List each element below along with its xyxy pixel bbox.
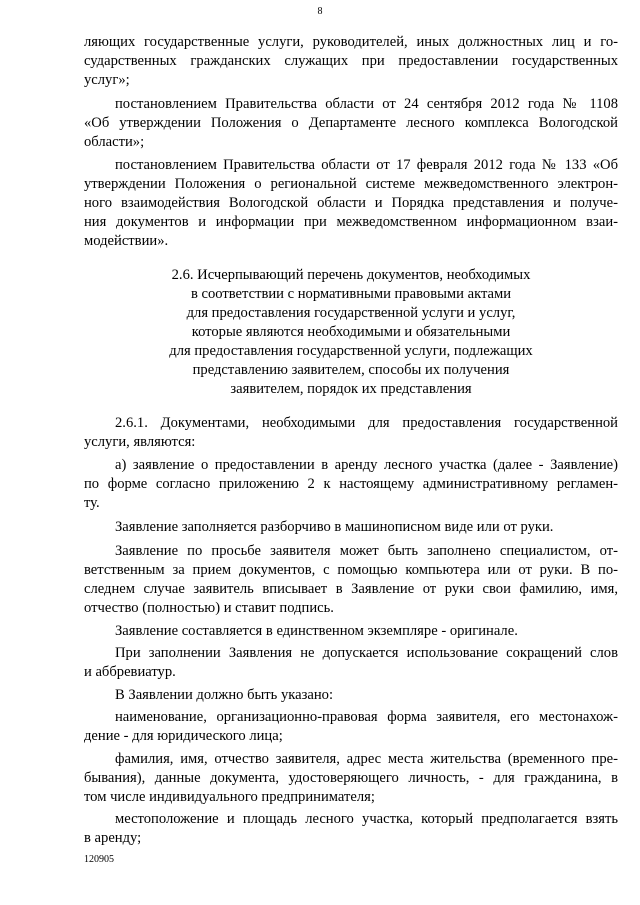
footer-code: 120905 xyxy=(84,854,114,865)
text-line: дение - для юридического лица; xyxy=(84,728,283,744)
page-number: 8 xyxy=(317,6,323,17)
text-line: бывания), данные документа, удостоверяющего личность, - для гражданина, в xyxy=(84,770,618,786)
section-heading-line: заявителем, порядок их представления xyxy=(230,381,472,397)
text-line: области»; xyxy=(84,134,145,150)
text-line: ветственным за прием документов, с помощью компьютера или от руки. В по- xyxy=(84,562,618,578)
section-heading-line: которые являются необходимыми и обязательными xyxy=(191,324,511,340)
text-line: следнем случае заявитель вписывает в Заявление от руки свои фамилию, имя, xyxy=(84,581,618,597)
text-line: ту. xyxy=(84,495,100,511)
text-line: отчество (полностью) и ставит подпись. xyxy=(84,600,334,616)
text-line: а) заявление о предоставлении в аренду лесного участка (далее - Заявление) xyxy=(115,457,618,473)
text-line: «Об утверждении Положения о Департаменте лесного комплекса Вологодской xyxy=(84,115,618,131)
section-heading-line: для предоставления государственной услуги, подлежащих xyxy=(169,343,533,359)
text-line: ляющих государственные услуги, руководителей, иных должностных лиц и го- xyxy=(84,34,618,50)
text-line: фамилия, имя, отчество заявителя, адрес места жительства (временного пре- xyxy=(115,751,618,767)
text-line: При заполнении Заявления не допускается использование сокращений слов xyxy=(115,645,618,661)
text-line: наименование, организационно-правовая форма заявителя, его местонахож- xyxy=(115,709,618,725)
text-line: том числе индивидуального предпринимателя; xyxy=(84,789,375,805)
text-line: В Заявлении должно быть указано: xyxy=(115,687,334,703)
text-line: услуг»; xyxy=(84,72,130,88)
text-line: услуги, являются: xyxy=(84,434,196,450)
section-heading-line: для предоставления государственной услуги и услуг, xyxy=(186,305,516,321)
section-heading-line: в соответствии с нормативными правовыми актами xyxy=(190,286,512,302)
text-line: ния документов и информации при межведомственном информационном взаи- xyxy=(84,214,618,230)
text-line: 2.6.1. Документами, необходимыми для предоставления государственной xyxy=(115,415,618,431)
text-line: ного взаимодействия Вологодской области и Порядка представления и получе- xyxy=(84,195,618,211)
section-heading-line: 2.6. Исчерпывающий перечень документов, необходимых xyxy=(171,267,531,283)
text-line: сударственных гражданских служащих при предоставлении государственных xyxy=(84,53,618,69)
text-line: Заявление заполняется разборчиво в машинописном виде или от руки. xyxy=(115,519,554,535)
text-line: Заявление по просьбе заявителя может быть заполнено специалистом, от- xyxy=(115,543,618,559)
text-line: постановлением Правительства области от 24 сентября 2012 года № 1108 xyxy=(115,96,618,112)
text-line: утверждении Положения о региональной системе межведомственного электрон- xyxy=(84,176,618,192)
text-line: постановлением Правительства области от 17 февраля 2012 года № 133 «Об xyxy=(115,157,618,173)
text-line: и аббревиатур. xyxy=(84,664,176,680)
text-line: в аренду; xyxy=(84,830,142,846)
section-heading-line: представлению заявителем, способы их получения xyxy=(192,362,510,378)
text-line: по форме согласно приложению 2 к настоящему административному регламен- xyxy=(84,476,618,492)
text-line: Заявление составляется в единственном экземпляре - оригинале. xyxy=(115,623,518,639)
text-line: местоположение и площадь лесного участка, который предполагается взять xyxy=(115,811,618,827)
text-line: модействии». xyxy=(84,233,169,249)
